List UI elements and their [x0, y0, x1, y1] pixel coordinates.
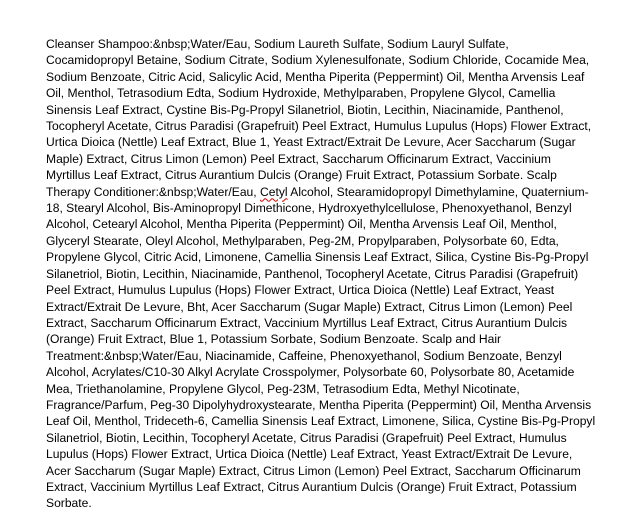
spellcheck-flagged-word: Cetyl [260, 184, 288, 199]
ingredients-paragraph [46, 36, 598, 512]
ingredients-text-part-1: Cleanser Shampoo:&nbsp;Water/Eau, Sodium Laureth Sulfate, Sodium Lauryl Sulfate, Cocamidopropyl Betaine, Sodium Citrate, Sodium Xylenesulfonate, Sodium Chloride, Cocamide Mea, Sodium Benzoate, Citric Acid, Salicylic Acid, Mentha Piperita (Peppermint) Oil, Mentha Arvensis Leaf Oil, Menthol, Tetrasodium Edta, Sodium Hydroxide, Methylparaben, Propylene Glycol, Camellia Sinensis Leaf Extract, Cystine Bis-Pg-Propyl Silanetriol, Biotin, Lecithin, Niacinamide, Panthenol, Tocopheryl Acetate, Citrus Paradisi (Grapefruit) Peel Extract, Humulus Lupulus (Hops) Flower Extract, Urtica Dioica (Nettle) Leaf Extract, Blue 1, Yeast Extract/Extrait De Levure, Acer Saccharum (Sugar Maple) Extract, Citrus Limon (Lemon) Peel Extract, Saccharum Officinarum Extract, Vaccinium Myrtillus Leaf Extract, Citrus Aurantium Dulcis (Orange) Fruit Extract, Potassium Sorbate. Scalp Therapy Conditioner:&nbsp;Water/Eau, [46, 37, 592, 199]
ingredients-text-part-2: Alcohol, Stearamidopropyl Dimethylamine, Quaternium-18, Stearyl Alcohol, Bis-Aminopropyl Dimethicone, Hydroxyethylcellulose, Phenoxyethanol, Benzyl Alcohol, Cetearyl Alcohol, Mentha Piperita (Peppermint) Oil, Mentha Arvensis Leaf Oil, Menthol, Glyceryl Stearate, Oleyl Alcohol, Methylparaben, Peg-2M, Propylparaben, Polysorbate 60, Edta, Propylene Glycol, Citric Acid, Limonene, Camellia Sinensis Leaf Extract, Silica, Cystine Bis-Pg-Propyl Silanetriol, Biotin, Lecithin, Niacinamide, Panthenol, Tocopheryl Acetate, Citrus Paradisi (Grapefruit) Peel Extract, Humulus Lupulus (Hops) Flower Extract, Urtica Dioica (Nettle) Leaf Extract, Yeast Extract/Extrait De Levure, Bht, Acer Saccharum (Sugar Maple) Extract, Citrus Limon (Lemon) Peel Extract, Saccharum Officinarum Extract, Vaccinium Myrtillus Leaf Extract, Citrus Aurantium Dulcis (Orange) Fruit Extract, Blue 1, Potassium Sorbate, Sodium Benzoate. Scalp and Hair Treatment:&nbsp;Water/Eau, Niacinamide, Caffeine, Phenoxyethanol, Sodium Benzoate, Benzyl Alcohol, Acrylates/C10-30 Alkyl Acrylate Crosspolymer, Polysorbate 60, Polysorbate 80, Acetamide Mea, Triethanolamine, Propylene Glycol, Peg-23M, Tetrasodium Edta, Methyl Nicotinate, Fragrance/Parfum, Peg-30 Dipolyhydroxystearate, Mentha Piperita (Peppermint) Oil, Mentha Arvensis Leaf Oil, Menthol, Trideceth-6, Camellia Sinensis Leaf Extract, Limonene, Silica, Cystine Bis-Pg-Propyl Silanetriol, Biotin, Lecithin, Tocopheryl Acetate, Citrus Paradisi (Grapefruit) Peel Extract, Humulus Lupulus (Hops) Flower Extract, Urtica Dioica (Nettle) Leaf Extract, Yeast Extract/Extrait De Levure, Acer Saccharum (Sugar Maple) Extract, Citrus Limon (Lemon) Peel Extract, Saccharum Officinarum Extract, Vaccinium Myrtillus Leaf Extract, Citrus Aurantium Dulcis (Orange) Fruit Extract, Potassium Sorbate. [46, 184, 596, 511]
